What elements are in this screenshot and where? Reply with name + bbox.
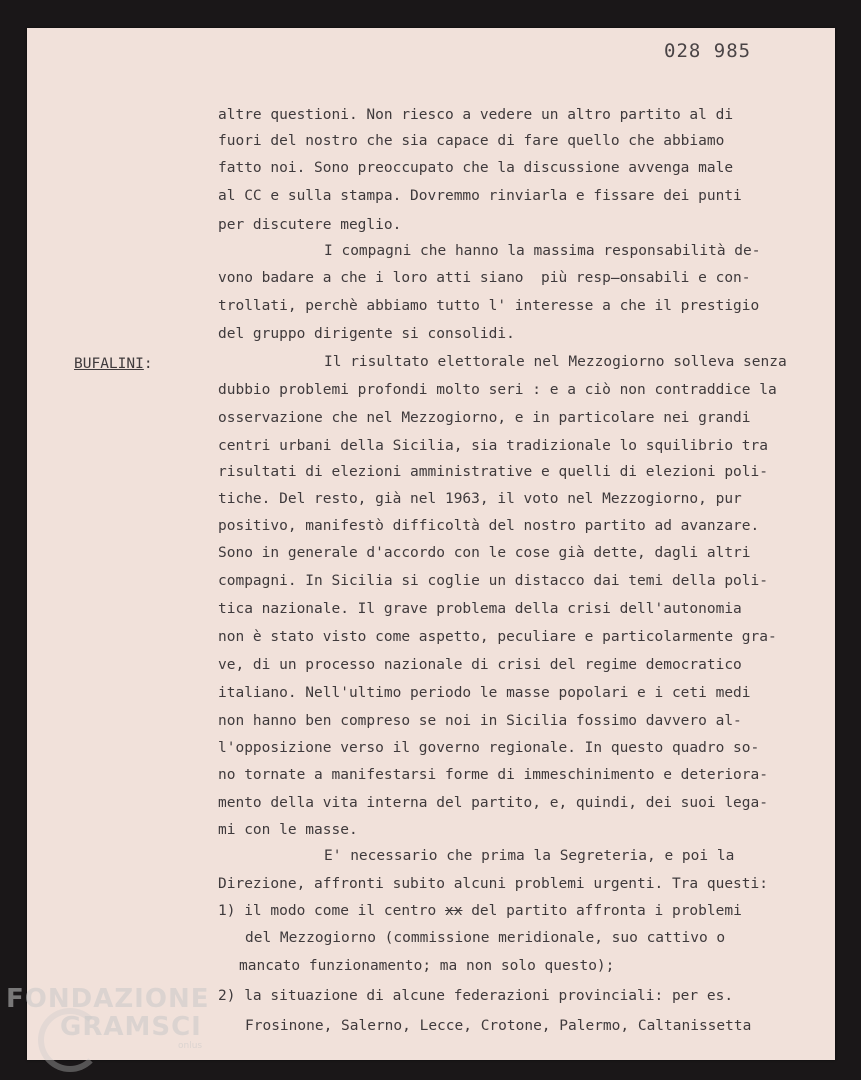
text-line: I compagni che hanno la massima responsabilità de- bbox=[324, 243, 761, 259]
text-line: compagni. In Sicilia si coglie un distacco dai temi della poli- bbox=[218, 573, 768, 589]
text-line: tiche. Del resto, già nel 1963, il voto nel Mezzogiorno, pur bbox=[218, 491, 742, 507]
text-line: risultati di elezioni amministrative e quelli di elezioni poli- bbox=[218, 464, 768, 480]
text-line: mi con le masse. bbox=[218, 822, 358, 838]
speaker-name: BUFALINI bbox=[74, 356, 144, 372]
text-line: al CC e sulla stampa. Dovremmo rinviarla e fissare dei punti bbox=[218, 188, 742, 204]
watermark-circle-icon bbox=[38, 1008, 102, 1072]
text-line: del Mezzogiorno (commissione meridionale, suo cattivo o bbox=[245, 930, 726, 946]
struck-text: xx bbox=[444, 903, 463, 919]
item-1-continuation: del partito affronta i problemi bbox=[471, 903, 742, 919]
text-line: l'opposizione verso il governo regionale. In questo quadro so- bbox=[218, 740, 760, 756]
item-1-space bbox=[462, 903, 471, 919]
text-line: del gruppo dirigente si consolidi. bbox=[218, 326, 515, 342]
text-line: 2) la situazione di alcune federazioni provinciali: per es. bbox=[218, 988, 734, 1004]
text-line: vono badare a che i loro atti siano più resp̶onsabili e con- bbox=[218, 270, 751, 286]
text-line: dubbio problemi profondi molto seri : e a ciò non contraddice la bbox=[218, 382, 777, 398]
text-line: italiano. Nell'ultimo periodo le masse popolari e i ceti medi bbox=[218, 685, 751, 701]
text-line: Frosinone, Salerno, Lecce, Crotone, Palermo, Caltanissetta bbox=[245, 1018, 752, 1034]
text-line: per discutere meglio. bbox=[218, 217, 402, 233]
text-line: non è stato visto come aspetto, peculiare e particolarmente gra- bbox=[218, 629, 777, 645]
text-line: no tornate a manifestarsi forme di immeschinimento e deteriora- bbox=[218, 767, 768, 783]
text-line: Il risultato elettorale nel Mezzogiorno solleva senza bbox=[324, 354, 787, 370]
text-line: non hanno ben compreso se noi in Sicilia fossimo davvero al- bbox=[218, 713, 742, 729]
text-line: centri urbani della Sicilia, sia tradizionale lo squilibrio tra bbox=[218, 438, 768, 454]
watermark-line2: GRAMSCI bbox=[60, 1012, 202, 1042]
archive-number: 028 985 bbox=[664, 40, 752, 62]
watermark-line1: FONDAZIONE bbox=[6, 984, 210, 1014]
fondazione-gramsci-watermark bbox=[6, 986, 209, 1051]
item-1-start: 1) il modo come il centro bbox=[218, 903, 445, 919]
text-line: ve, di un processo nazionale di crisi del regime democratico bbox=[218, 657, 742, 673]
text-line: mento della vita interna del partito, e, quindi, dei suoi lega- bbox=[218, 795, 768, 811]
text-line: osservazione che nel Mezzogiorno, e in particolare nei grandi bbox=[218, 410, 751, 426]
watermark-line3: onlus bbox=[178, 1041, 203, 1051]
text-line: fuori del nostro che sia capace di fare quello che abbiamo bbox=[218, 133, 725, 149]
speaker-colon: : bbox=[143, 356, 153, 372]
text-line: trollati, perchè abbiamo tutto l' interesse a che il prestigio bbox=[218, 298, 760, 314]
text-line: fatto noi. Sono preoccupato che la discussione avvenga male bbox=[218, 160, 734, 176]
text-line: mancato funzionamento; ma non solo questo); bbox=[239, 958, 615, 974]
text-line: altre questioni. Non riesco a vedere un altro partito al di bbox=[218, 107, 734, 123]
text-line: positivo, manifestò difficoltà del nostro partito ad avanzare. bbox=[218, 518, 760, 534]
text-line: Sono in generale d'accordo con le cose già dette, dagli altri bbox=[218, 545, 751, 561]
speaker-label bbox=[74, 356, 153, 372]
text-line: Direzione, affronti subito alcuni problemi urgenti. Tra questi: bbox=[218, 876, 768, 892]
text-line: E' necessario che prima la Segreteria, e poi la bbox=[324, 848, 735, 864]
text-line: tica nazionale. Il grave problema della crisi dell'autonomia bbox=[218, 601, 742, 617]
text-line-item-1 bbox=[218, 901, 742, 921]
